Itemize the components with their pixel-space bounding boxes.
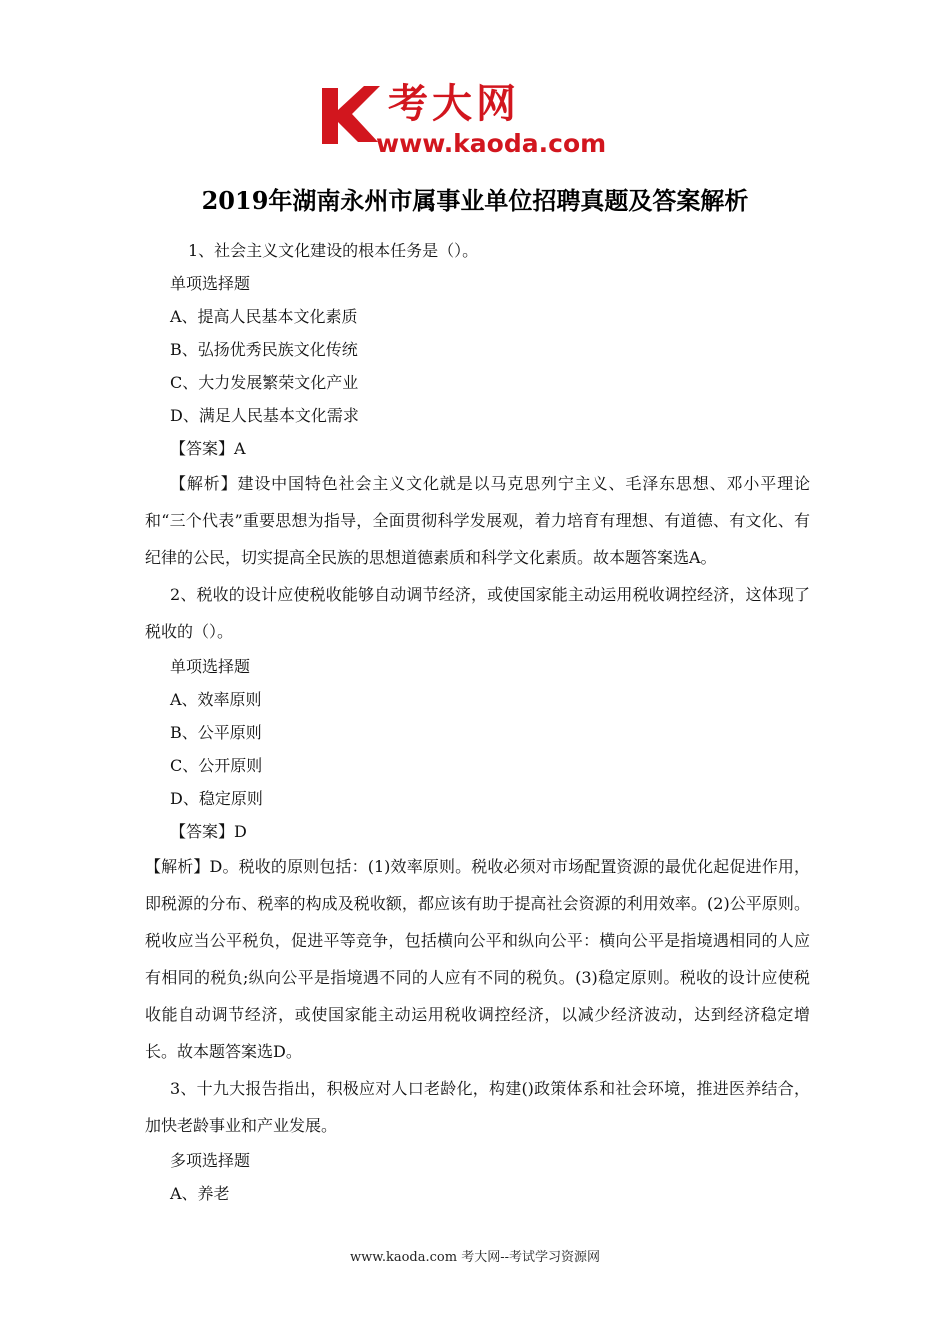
option-b: B、公平原则	[170, 723, 262, 742]
question-stem: 2、税收的设计应使税收能够自动调节经济，或使国家能主动运用税收调控经济，这体现了税收的（）。	[145, 585, 810, 641]
option-a: A、养老	[170, 1184, 230, 1203]
logo-text-cn: 考大网	[388, 81, 520, 127]
option-b: B、弘扬优秀民族文化传统	[170, 340, 358, 359]
question-stem: 1、社会主义文化建设的根本任务是（）。	[188, 241, 479, 260]
analysis: 【解析】建设中国特色社会主义文化就是以马克思列宁主义、毛泽东思想、邓小平理论和“三个代表”重要思想为指导，全面贯彻科学发展观，着力培育有理想、有道德、有文化、有纪律的公民，切实提高全民族的思想道德素质和科学文化素质。故本题答案选A。	[145, 474, 810, 567]
page-title: 2019年湖南永州市属事业单位招聘真题及答案解析	[201, 186, 749, 215]
option-c: C、大力发展繁荣文化产业	[170, 373, 359, 392]
question-stem: 3、十九大报告指出，积极应对人口老龄化，构建()政策体系和社会环境，推进医养结合，加快老龄事业和产业发展。	[145, 1079, 810, 1135]
option-d: D、满足人民基本文化需求	[170, 406, 359, 425]
question-type: 单项选择题	[170, 274, 251, 293]
document-body	[145, 234, 810, 1210]
option-c: C、公开原则	[170, 756, 263, 775]
page-footer: www.kaoda.com 考大网--考试学习资源网	[350, 1250, 600, 1265]
answer: 【答案】A	[170, 439, 246, 458]
logo-text-url: www.kaoda.com	[376, 129, 607, 158]
option-a: A、提高人民基本文化素质	[170, 307, 358, 326]
analysis: 【解析】D。税收的原则包括：(1)效率原则。税收必须对市场配置资源的最优化起促进作用，即税源的分布、税率的构成及税收额，都应该有助于提高社会资源的利用效率。(2)公平原则。税收应当公平税负，促进平等竞争，包括横向公平和纵向公平：横向公平是指境遇相同的人应有相同的税负;纵向公平是指境遇不同的人应有不同的税负。(3)稳定原则。税收的设计应使税收能自动调节经济，或使国家能主动运用税收调控经济，以减少经济波动，达到经济稳定增长。故本题答案选D。	[145, 857, 810, 1061]
question-type: 多项选择题	[170, 1151, 251, 1170]
option-d: D、稳定原则	[170, 789, 263, 808]
question-type: 单项选择题	[170, 657, 251, 676]
answer: 【答案】D	[170, 822, 247, 841]
option-a: A、效率原则	[170, 690, 262, 709]
kaoda-logo	[318, 80, 638, 160]
